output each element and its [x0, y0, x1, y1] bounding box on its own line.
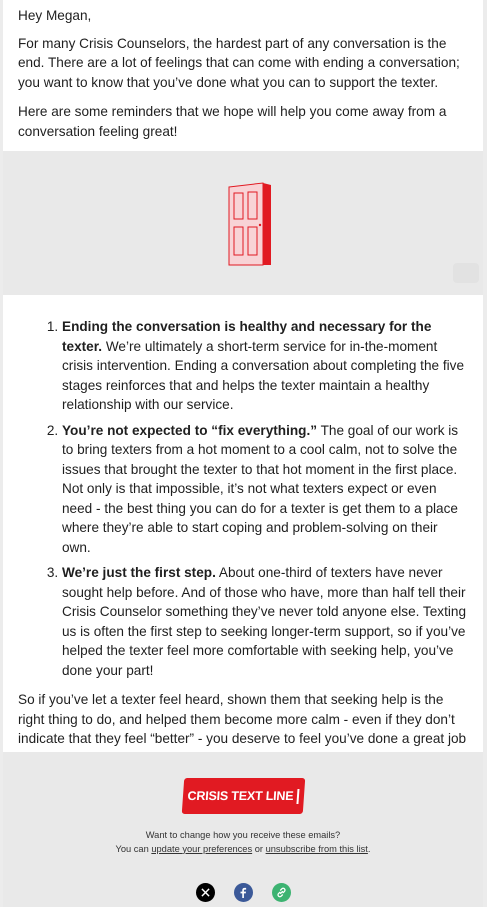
list-item [62, 421, 468, 558]
x-icon[interactable] [196, 883, 215, 902]
door-icon [225, 181, 275, 271]
footer-text [3, 829, 483, 856]
unsubscribe-link[interactable]: unsubscribe from this list [265, 843, 368, 854]
intro-paragraph-2: Here are some reminders that we hope will help you come away from a conversation feeling great! [18, 104, 447, 139]
crisis-text-line-logo[interactable] [182, 778, 306, 814]
intro-paragraph-1: For many Crisis Counselors, the hardest part of any conversation is the end. There are a lot of feelings that can come with ending a conversation; you want to know that you’ve done what you can to support the texter. [18, 35, 460, 90]
preferences-mid: or [252, 843, 266, 854]
link-icon[interactable] [272, 883, 291, 902]
preferences-prefix: You can [115, 843, 152, 854]
intro-section [3, 0, 483, 141]
email-body [3, 0, 483, 794]
list-item-text: We’re ultimately a short-term service for in-the-moment crisis intervention. Ending a conversation about completing the five stages reinforces that and helps the texter maintain a healthy relationship with our service. [62, 338, 464, 412]
preferences-line [3, 843, 483, 857]
list-item-title: Ending the conversation is healthy and necessary for the texter. [62, 319, 432, 354]
facebook-icon[interactable] [234, 883, 253, 902]
list-item [62, 563, 468, 680]
social-links [3, 883, 483, 902]
hero-banner [3, 151, 483, 295]
list-item-title: You’re not expected to “fix everything.” [62, 422, 318, 438]
list-item [62, 317, 468, 415]
footer [3, 752, 483, 907]
preferences-question: Want to change how you receive these emails? [145, 830, 341, 840]
outro-paragraph: So if you’ve let a texter feel heard, shown them that seeking help is the right thing to do, and helped them become more calm - even if they don’t indicate that they feel “better” - you deserve to feel you’ve done a great job [18, 692, 467, 746]
greeting: Hey Megan, [18, 8, 92, 23]
list-item-title: We’re just the first step. [62, 565, 216, 580]
logo-cursor-bar [297, 789, 300, 804]
update-preferences-link[interactable]: update your preferences [151, 843, 253, 854]
hero-corner-overlay [453, 263, 479, 283]
reminders-list [3, 295, 483, 680]
preferences-suffix: . [367, 843, 371, 854]
logo-text: CRISIS TEXT LINE [187, 789, 294, 803]
list-item-text: About one-third of texters have never sought help before. And of those who have, more than half tell their Crisis Counselor something they’ve never told anyone else. Texting us is often the first step to seeking longer-term support, so if you’ve helped the texter feel more comfortable with seeking help, you’ve done your part! [62, 565, 467, 678]
list-item-text: The goal of our work is to bring texters from a hot moment to a cool calm, not to solve the issues that brought the texter to that hot moment in the first place. Not only is that impossible, it’s not what texters expect or even need - the best thing you can do for a texter is get them to a place where they’re able to start coping and problem-solving on their own. [62, 422, 459, 555]
